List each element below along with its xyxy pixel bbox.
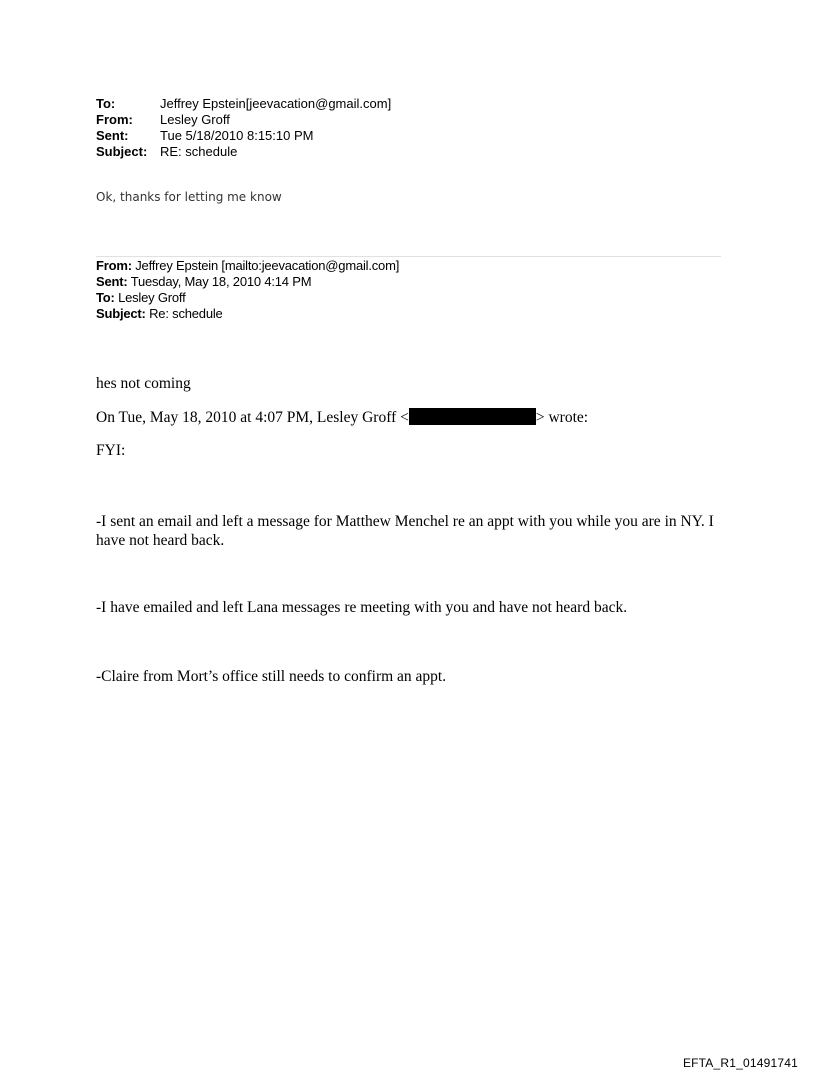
paragraph-3: -Claire from Mort’s office still needs to confirm an appt. bbox=[96, 668, 447, 685]
to-label: To: bbox=[96, 96, 116, 111]
fyi-line: FYI: bbox=[96, 442, 126, 459]
quoted-subject-row bbox=[96, 306, 399, 322]
quoted-to-value: Lesley Groff bbox=[114, 290, 186, 305]
header-sent-row bbox=[96, 128, 391, 144]
redaction-bar bbox=[409, 408, 536, 425]
subject-value: RE: schedule bbox=[160, 144, 238, 159]
quoted-sent-label: Sent: bbox=[96, 274, 128, 289]
quoted-from-row bbox=[96, 258, 399, 274]
message-line-1: hes not coming bbox=[96, 375, 191, 392]
reply-body: Ok, thanks for letting me know bbox=[96, 190, 282, 204]
quoted-header bbox=[96, 258, 399, 322]
wrote-line bbox=[96, 408, 588, 427]
paragraph-2: -I have emailed and left Lana messages re meeting with you and have not heard back. bbox=[96, 599, 628, 616]
from-value: Lesley Groff bbox=[160, 112, 230, 127]
quoted-subject-value: Re: schedule bbox=[145, 306, 223, 321]
divider bbox=[96, 256, 721, 257]
header-from-row bbox=[96, 112, 391, 128]
sent-value: Tue 5/18/2010 8:15:10 PM bbox=[160, 128, 314, 143]
quoted-to-label: To: bbox=[96, 290, 115, 305]
wrote-prefix: On Tue, May 18, 2010 at 4:07 PM, Lesley Groff < bbox=[96, 409, 409, 426]
to-value: Jeffrey Epstein[jeevacation@gmail.com] bbox=[160, 96, 392, 111]
subject-label: Subject: bbox=[96, 144, 148, 159]
email-header bbox=[96, 96, 391, 160]
sent-label: Sent: bbox=[96, 128, 129, 143]
header-to-row bbox=[96, 96, 391, 112]
wrote-suffix: > wrote: bbox=[535, 409, 589, 426]
quoted-to-row bbox=[96, 290, 399, 306]
header-subject-row bbox=[96, 144, 391, 160]
quoted-subject-label: Subject: bbox=[96, 306, 146, 321]
quoted-sent-value: Tuesday, May 18, 2010 4:14 PM bbox=[127, 274, 312, 289]
from-label: From: bbox=[96, 112, 133, 127]
quoted-from-value: Jeffrey Epstein [mailto:jeevacation@gmail.com] bbox=[131, 258, 400, 273]
quoted-sent-row bbox=[96, 274, 399, 290]
paragraph-1: -I sent an email and left a message for Matthew Menchel re an appt with you while you are in NY. I have not heard back. bbox=[96, 513, 714, 549]
document-id: EFTA_R1_01491741 bbox=[682, 1056, 798, 1070]
quoted-from-label: From: bbox=[96, 258, 132, 273]
